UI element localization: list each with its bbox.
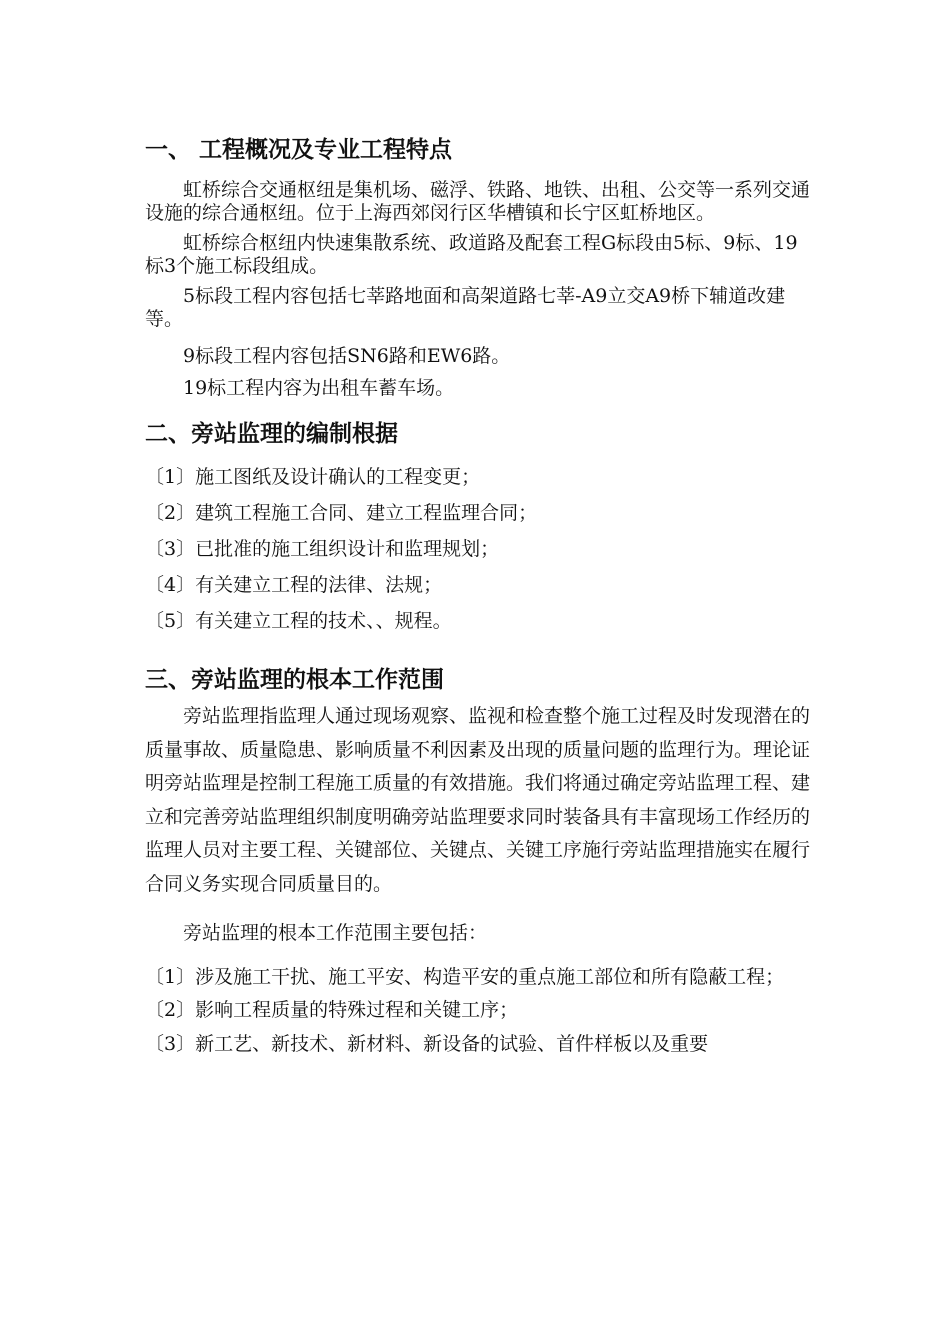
- section-2-item-5: 〔5〕有关建立工程的技术、、规程。: [145, 610, 452, 632]
- section-1-paragraph-1: 虹桥综合交通枢纽是集机场、磁浮、铁路、地铁、出租、公交等一系列交通设施的综合通枢纽。位于上海西郊闵行区华槽镇和长宁区虹桥地区。: [145, 179, 811, 224]
- section-1-paragraph-3: 5标段工程内容包括七莘路地面和高架道路七莘-A9立交A9桥下辅道改建等。: [145, 285, 786, 330]
- section-1-paragraph-2: 虹桥综合枢纽内快速集散系统、政道路及配套工程G标段由5标、9标、19标3个施工标段组成。: [145, 232, 798, 277]
- section-3-item-3: 〔3〕新工艺、新技术、新材料、新设备的试验、首件样板以及重要: [145, 1032, 709, 1055]
- section-heading-3: 三、旁站监理的根本工作范围: [145, 667, 444, 693]
- section-2-item-1: 〔1〕施工图纸及设计确认的工程变更；: [145, 466, 481, 488]
- section-3-paragraph-1: 旁站监理指监理人通过现场观察、监视和检查整个施工过程及时发现潜在的质量事故、质量隐患、影响质量不利因素及出现的质量问题的监理行为。理论证明旁站监理是控制工程施工质量的有效措施。我们将通过确定旁站监理工程、建立和完善旁站监理组织制度明确旁站监理要求同时装备具有丰富现场工作经历的监理人员对主要工程、关键部位、关键点、关键工序施行旁站监理措施实在履行合同义务实现合同质量目的。: [145, 705, 811, 895]
- section-3-item-2: 〔2〕影响工程质量的特殊过程和关键工序；: [145, 999, 519, 1021]
- section-heading-2: 二、旁站监理的编制根据: [145, 421, 398, 447]
- section-1-paragraph-5: 19标工程内容为出租车蓄车场。: [183, 377, 455, 399]
- section-1-paragraph-4: 9标段工程内容包括SN6路和EW6路。: [183, 345, 511, 367]
- section-2-item-2: 〔2〕建筑工程施工合同、建立工程监理合同；: [145, 502, 538, 524]
- section-2-item-3: 〔3〕已批准的施工组织设计和监理规划；: [145, 538, 500, 560]
- document-body: [145, 132, 810, 1061]
- section-heading-1: 一、 工程概况及专业工程特点: [145, 137, 453, 163]
- section-3-item-1: 〔1〕涉及施工干扰、施工平安、构造平安的重点施工部位和所有隐蔽工程；: [145, 965, 785, 988]
- section-3-paragraph-2: 旁站监理的根本工作范围主要包括：: [183, 922, 488, 944]
- section-2-item-4: 〔4〕有关建立工程的法律、法规；: [145, 574, 443, 596]
